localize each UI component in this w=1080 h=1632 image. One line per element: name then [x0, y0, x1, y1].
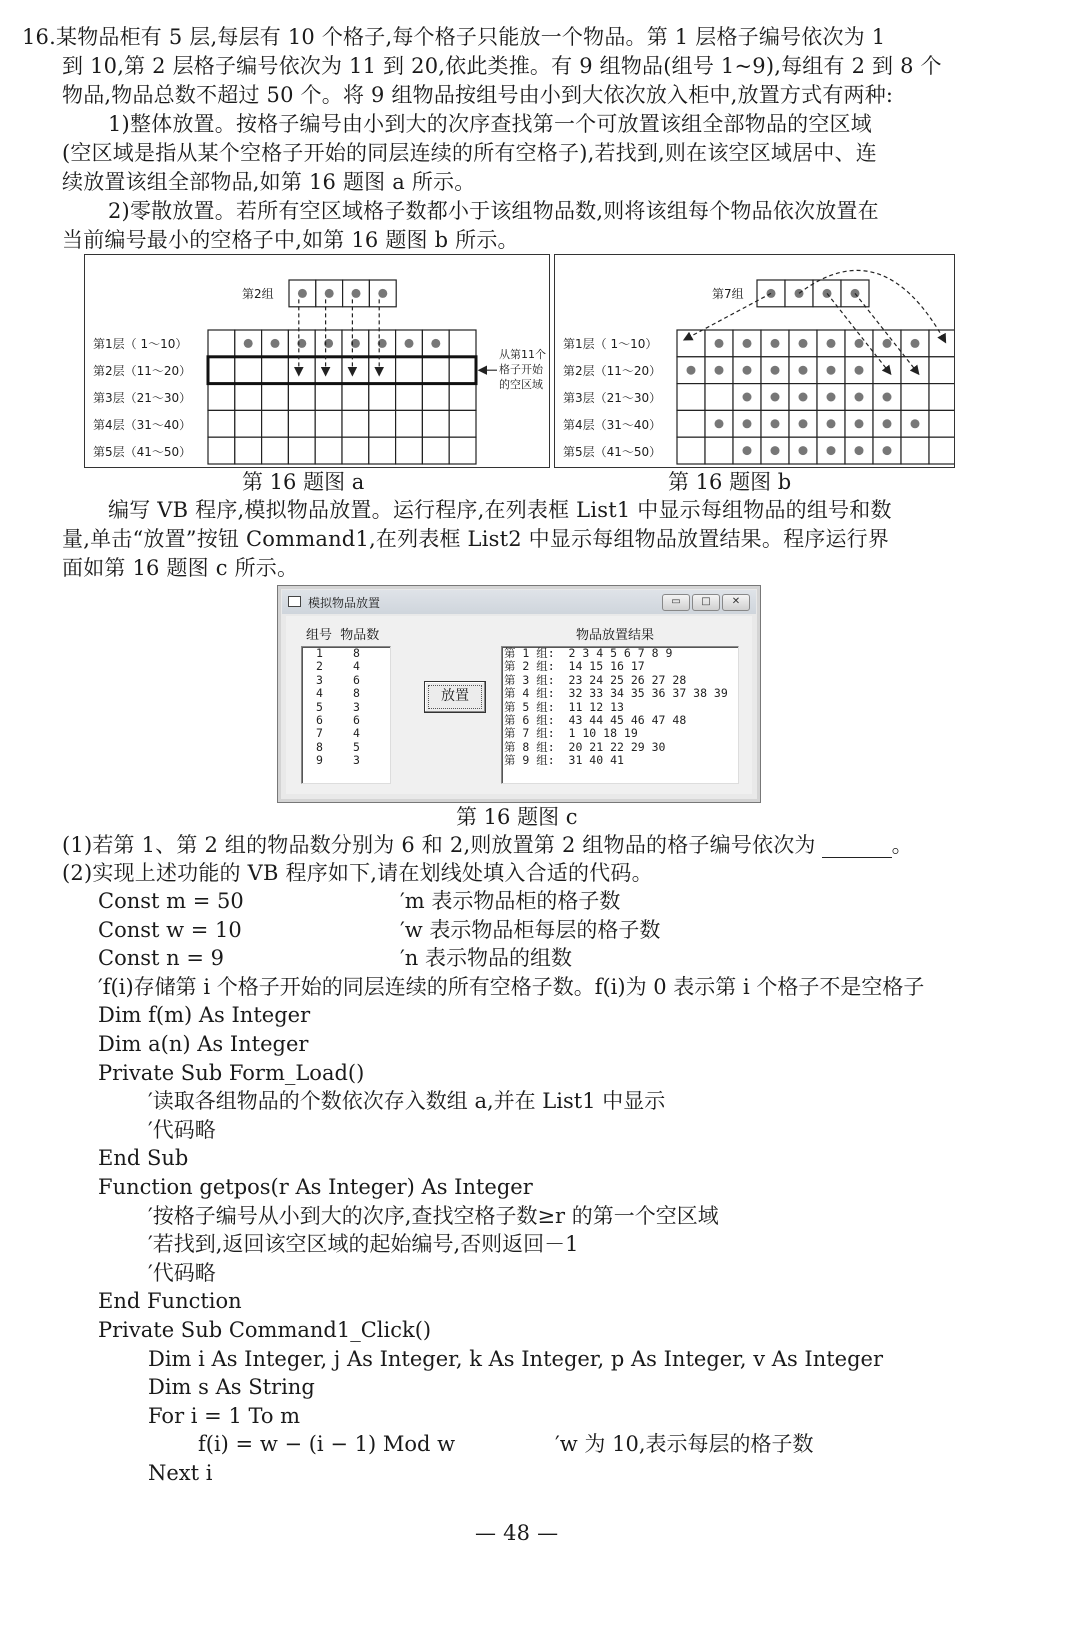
item-dot: [771, 393, 780, 402]
grid-cell: [677, 384, 705, 411]
item-dot: [431, 339, 440, 348]
grid-cell: [901, 357, 929, 384]
close-button[interactable]: ✕: [722, 594, 750, 611]
item-count: 4: [353, 726, 360, 741]
annotation-line: 从第11个: [499, 348, 546, 361]
grid-cell: [901, 384, 929, 411]
group-number: 7: [316, 726, 323, 741]
list1-item[interactable]: [302, 741, 390, 754]
paragraph-line: 量,单击“放置”按钮 Command1,在列表框 List2 中显示每组物品放置结果。程序运行界: [62, 527, 890, 551]
grid-cell: [422, 384, 449, 411]
grid-cell: [208, 410, 235, 437]
place-button[interactable]: [424, 681, 486, 713]
list2-item[interactable]: 第 9 组: 31 40 41: [504, 753, 624, 768]
item-dot: [743, 393, 752, 402]
list2-item[interactable]: 第 5 组: 11 12 13: [504, 699, 624, 714]
item-dot: [743, 339, 752, 348]
item-count: 4: [353, 659, 360, 674]
grid-cell: [396, 357, 423, 384]
item-dot: [883, 446, 892, 455]
problem-line: 到 10,第 2 层格子编号依次为 11 到 20,依此类推。有 9 组物品(组号 1~9),每组有 2 到 8 个: [62, 54, 942, 78]
row-label: 第2层（11～20）: [93, 364, 192, 379]
figure-a-group-label: 第2组: [242, 287, 274, 301]
minimize-button[interactable]: ▭: [662, 594, 690, 611]
list1-item[interactable]: [302, 701, 390, 714]
grid-cell: [449, 357, 476, 384]
row-label: 第4层（31～40）: [563, 417, 662, 432]
problem-line: 物品,物品总数不超过 50 个。将 9 组物品按组号由小到大依次放入柜中,放置方式有两种:: [62, 83, 894, 107]
item-dot: [883, 393, 892, 402]
grid-cell: [235, 357, 262, 384]
grid-cell: [705, 437, 733, 464]
grid-cell: [262, 357, 289, 384]
title-bar: [282, 590, 756, 614]
list1-item[interactable]: [302, 727, 390, 740]
grid-cell: [342, 410, 369, 437]
grid-cell: [288, 437, 315, 464]
row-label: 第2层（11～20）: [563, 364, 662, 379]
grid-cell: [929, 437, 954, 464]
grid-cell: [315, 384, 342, 411]
list1-header: 组号 物品数: [306, 628, 380, 643]
item-dot: [799, 393, 808, 402]
item-dot: [743, 366, 752, 375]
item-dot: [715, 339, 724, 348]
item-dot: [855, 446, 864, 455]
item-dot: [827, 446, 836, 455]
item-dot: [767, 289, 776, 298]
item-count: 6: [353, 712, 360, 727]
item-dot: [715, 419, 724, 428]
item-dot: [855, 339, 864, 348]
code-line: Function getpos(r As Integer) As Integer: [98, 1175, 533, 1199]
list2-item[interactable]: 第 6 组: 43 44 45 46 47 48: [504, 712, 687, 727]
code-line: ′代码略: [148, 1117, 216, 1142]
grid-cell: [677, 330, 705, 357]
row-label: 第3层（21～30）: [93, 391, 192, 405]
grid-cell: [901, 437, 929, 464]
grid-cell: [235, 384, 262, 411]
item-dot: [827, 393, 836, 402]
grid-cell: [288, 357, 315, 384]
code-line: Next i: [148, 1461, 213, 1485]
item-dot: [352, 289, 361, 298]
grid-cell: [677, 437, 705, 464]
grid-cell: [396, 384, 423, 411]
list1-item[interactable]: [302, 674, 390, 687]
list2-item[interactable]: 第 3 组: 23 24 25 26 27 28: [504, 672, 687, 687]
grid-cell: [396, 437, 423, 464]
grid-cell: [677, 410, 705, 437]
question-1-end: 。: [891, 833, 913, 857]
figure-a-diagram: [85, 255, 549, 467]
item-dot: [799, 339, 808, 348]
group-number: 3: [316, 672, 323, 687]
code-line: Private Sub Form_Load(): [98, 1060, 365, 1085]
grid-cell: [208, 437, 235, 464]
list2-item[interactable]: 第 4 组: 32 33 34 35 36 37 38 39: [504, 686, 728, 701]
place-button-label: 放置: [441, 688, 469, 704]
item-dot: [405, 339, 414, 348]
vb-window: [277, 585, 761, 803]
grid-cell: [449, 384, 476, 411]
row-label: 第1层（ 1～10）: [93, 337, 188, 352]
code-line: Private Sub Command1_Click(): [98, 1318, 432, 1342]
code-line: Const m = 50: [98, 889, 244, 913]
list1-item[interactable]: [302, 647, 390, 660]
item-dot: [771, 446, 780, 455]
list1-item[interactable]: [302, 660, 390, 673]
item-dot: [823, 289, 832, 298]
maximize-button[interactable]: □: [692, 594, 720, 611]
grid-cell: [315, 357, 342, 384]
grid-cell: [315, 437, 342, 464]
list2-header: 物品放置结果: [576, 628, 655, 643]
code-line: ′按格子编号从小到大的次序,查找空格子数≥r 的第一个空区域: [148, 1203, 719, 1228]
row-label: 第1层（ 1～10）: [563, 337, 658, 352]
grid-cell: [369, 357, 396, 384]
item-dot: [851, 289, 860, 298]
item-dot: [827, 339, 836, 348]
group-number: 6: [316, 712, 323, 727]
code-line: Dim f(m) As Integer: [98, 1003, 311, 1028]
item-dot: [378, 289, 387, 298]
figure-c-caption: 第 16 题图 c: [456, 805, 578, 829]
grid-cell: [705, 384, 733, 411]
code-line: For i = 1 To m: [148, 1403, 301, 1428]
figure-b: [554, 254, 955, 468]
grid-cell: [369, 437, 396, 464]
item-dot: [715, 366, 724, 375]
list1-item[interactable]: [302, 714, 390, 727]
paragraph-line: 编写 VB 程序,模拟物品放置。运行程序,在列表框 List1 中显示每组物品的组号和数: [108, 498, 892, 522]
grid-cell: [208, 384, 235, 411]
grid-cell: [235, 437, 262, 464]
group-number: 9: [316, 753, 323, 768]
grid-cell: [396, 410, 423, 437]
grid-cell: [873, 357, 901, 384]
list1-listbox[interactable]: [301, 646, 391, 784]
item-dot: [855, 393, 864, 402]
grid-cell: [929, 384, 954, 411]
grid-cell: [342, 437, 369, 464]
item-dot: [687, 366, 696, 375]
item-dot: [771, 339, 780, 348]
code-line: Dim s As String: [148, 1375, 315, 1400]
item-dot: [743, 419, 752, 428]
row-label: 第5层（41～50）: [563, 444, 662, 459]
grid-cell: [449, 330, 476, 357]
code-comment: ′w 表示物品柜每层的格子数: [400, 917, 661, 942]
item-dot: [855, 419, 864, 428]
item-dot: [771, 419, 780, 428]
problem-line: 16.某物品柜有 5 层,每层有 10 个格子,每个格子只能放一个物品。第 1 层格子编号依次为 1: [22, 25, 886, 49]
grid-cell: [262, 410, 289, 437]
item-count: 6: [353, 672, 360, 687]
list2-item[interactable]: 第 7 组: 1 10 18 19: [504, 726, 638, 741]
grid-cell: [208, 330, 235, 357]
item-dot: [325, 289, 334, 298]
item-dot: [855, 366, 864, 375]
annotation-line: 的空区域: [499, 378, 543, 391]
list2-item[interactable]: 第 1 组: 2 3 4 5 6 7 8 9: [504, 646, 673, 660]
grid-cell: [288, 384, 315, 411]
grid-cell: [929, 357, 954, 384]
grid-cell: [208, 357, 235, 384]
group-number: 4: [316, 686, 323, 701]
page-number: — 48 —: [475, 1521, 559, 1545]
item-count: 8: [353, 646, 360, 660]
app-icon: [288, 596, 301, 607]
problem-line: 2)零散放置。若所有空区域格子数都小于该组物品数,则将该组每个物品依次放置在: [108, 199, 879, 223]
group-number: 8: [316, 739, 323, 754]
row-label: 第4层（31～40）: [93, 417, 192, 432]
figure-a-caption: 第 16 题图 a: [242, 470, 365, 494]
item-count: 8: [353, 686, 360, 701]
code-line: ′代码略: [148, 1260, 216, 1285]
grid-cell: [369, 410, 396, 437]
grid-cell: [929, 410, 954, 437]
grid-cell: [422, 437, 449, 464]
figure-b-caption: 第 16 题图 b: [668, 470, 792, 494]
code-line: Dim a(n) As Integer: [98, 1032, 309, 1056]
item-dot: [827, 366, 836, 375]
code-line: End Sub: [98, 1146, 189, 1171]
problem-line: 1)整体放置。按格子编号由小到大的次序查找第一个可放置该组全部物品的空区域: [108, 112, 872, 136]
item-dot: [799, 419, 808, 428]
item-dot: [799, 446, 808, 455]
grid-cell: [929, 330, 954, 357]
code-line: ′读取各组物品的个数依次存入数组 a,并在 List1 中显示: [148, 1089, 666, 1114]
problem-line: (空区域是指从某个空格子开始的同层连续的所有空格子),若找到,则在该空区域居中、连: [62, 141, 877, 165]
item-dot: [244, 339, 253, 348]
grid-cell: [235, 410, 262, 437]
row-label: 第3层（21～30）: [563, 391, 662, 405]
paragraph-line: 面如第 16 题图 c 所示。: [62, 556, 299, 580]
grid-cell: [315, 410, 342, 437]
row-label: 第5层（41～50）: [93, 444, 192, 459]
item-count: 5: [353, 739, 360, 754]
item-count: 3: [353, 699, 360, 714]
grid-cell: [422, 410, 449, 437]
grid-cell: [288, 410, 315, 437]
grid-cell: [342, 384, 369, 411]
code-line: Dim i As Integer, j As Integer, k As Integer, p As Integer, v As Integer: [148, 1346, 884, 1371]
grid-cell: [262, 437, 289, 464]
list1-item[interactable]: [302, 754, 390, 767]
figure-a: [84, 254, 550, 468]
group-number: 5: [316, 699, 323, 714]
grid-cell: [262, 384, 289, 411]
question-1: [62, 832, 913, 858]
code-comment: ′m 表示物品柜的格子数: [400, 889, 621, 913]
item-dot: [911, 419, 920, 428]
grid-cell: [449, 410, 476, 437]
window-title: 模拟物品放置: [308, 596, 381, 610]
list1-item[interactable]: [302, 687, 390, 700]
item-dot: [271, 339, 280, 348]
item-dot: [298, 289, 307, 298]
code-line: ′若找到,返回该空区域的起始编号,否则返回－1: [148, 1232, 579, 1257]
problem-line: 当前编号最小的空格子中,如第 16 题图 b 所示。: [62, 228, 519, 252]
grid-cell: [422, 357, 449, 384]
grid-cell: [342, 357, 369, 384]
problem-line: 续放置该组全部物品,如第 16 题图 a 所示。: [62, 170, 476, 194]
question-2: (2)实现上述功能的 VB 程序如下,请在划线处填入合适的代码。: [62, 861, 653, 885]
grid-cell: [449, 437, 476, 464]
group-number: 1: [316, 646, 323, 660]
figure-a-annotation: [499, 347, 546, 392]
code-line: f(i) = w − (i − 1) Mod w: [198, 1432, 456, 1457]
form-client-area: [286, 616, 752, 794]
item-dot: [911, 339, 920, 348]
item-dot: [799, 366, 808, 375]
list2-item[interactable]: 第 8 组: 20 21 22 29 30: [504, 739, 666, 754]
code-line: End Function: [98, 1289, 242, 1314]
code-comment: ′n 表示物品的组数: [400, 946, 572, 971]
item-dot: [771, 366, 780, 375]
item-dot: [827, 419, 836, 428]
item-dot: [883, 419, 892, 428]
annotation-line: 格子开始: [499, 363, 543, 376]
code-comment: ′w 为 10,表示每层的格子数: [555, 1432, 814, 1457]
question-1-text: (1)若第 1、第 2 组的物品数分别为 6 和 2,则放置第 2 组物品的格子编号依次为: [62, 833, 816, 857]
item-dot: [883, 339, 892, 348]
answer-blank[interactable]: [822, 839, 892, 858]
grid-cell: [369, 384, 396, 411]
figure-b-diagram: [555, 255, 954, 467]
figure-b-group-label: 第7组: [712, 287, 744, 301]
group-number: 2: [316, 659, 323, 674]
item-dot: [743, 446, 752, 455]
list2-listbox[interactable]: [501, 646, 739, 784]
code-line: Const w = 10: [98, 917, 242, 942]
item-count: 3: [353, 753, 360, 768]
list2-item[interactable]: 第 2 组: 14 15 16 17: [504, 659, 645, 674]
code-line: ′f(i)存储第 i 个格子开始的同层连续的所有空格子数。f(i)为 0 表示第 i 个格子不是空格子: [98, 974, 925, 999]
code-line: Const n = 9: [98, 946, 224, 971]
